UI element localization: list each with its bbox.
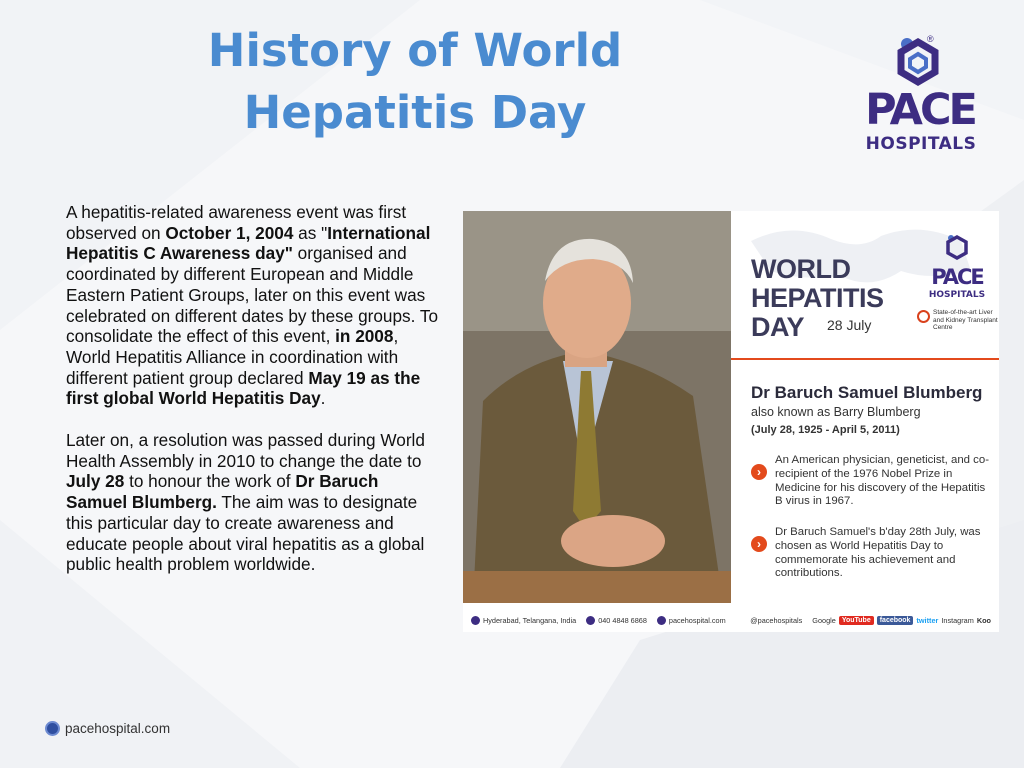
pace-logo-icon <box>915 233 999 265</box>
person-aka: also known as Barry Blumberg <box>751 405 921 419</box>
point-2-text: Dr Baruch Samuel's b'day 28th July, was chosen as World Hepatitis Day to commemorate his achievement and contributions. <box>775 526 981 580</box>
text-run: to honour the work of <box>124 471 296 492</box>
koo-badge: Koo <box>976 616 991 625</box>
text-run: organised and coordinated by different European and Middle Eastern Patient Groups, later on this event was celebrated on different dates by these groups. To consolidate the effect of this event, <box>66 243 439 347</box>
heading-line2: HEPATITIS <box>751 283 884 313</box>
google-badge: Google <box>812 616 836 625</box>
text-run: as " <box>293 222 328 243</box>
twitter-badge: twitter <box>916 616 939 625</box>
paragraph-resolution <box>66 430 438 575</box>
person-lifespan: (July 28, 1925 - April 5, 2011) <box>751 424 900 436</box>
instagram-badge: Instagram <box>941 616 974 625</box>
logo-subtitle: HOSPITALS <box>865 134 977 154</box>
poster-date: 28 July <box>827 317 872 333</box>
footer-site-text: pacehospital.com <box>65 721 171 736</box>
badge-text: State-of-the-art Liver and Kidney Transplant Centre <box>933 309 998 331</box>
bold-text: in 2008 <box>335 326 394 347</box>
heading-line3: DAY <box>751 312 805 342</box>
footer-location-text: Hyderabad, Telangana, India <box>483 616 577 625</box>
portrait-illustration <box>463 211 731 603</box>
text-run: , World Hepatitis Alliance in coordination with different patient group declared <box>66 326 399 388</box>
transplant-badge <box>917 309 999 332</box>
chevron-right-icon: › <box>751 536 767 552</box>
footer-phone <box>586 616 647 625</box>
youtube-badge: YouTube <box>839 616 874 625</box>
poster-point-2 <box>745 526 995 581</box>
globe-icon <box>45 721 60 736</box>
bold-text: May 19 as the first global World Hepatitis Day <box>66 367 421 409</box>
body-text <box>66 202 438 596</box>
chevron-right-icon: › <box>751 464 767 480</box>
footer-web-text: pacehospital.com <box>668 616 726 625</box>
slide-title-line1: History of World <box>207 24 623 77</box>
pace-logo-icon <box>855 32 985 92</box>
footer-site-link[interactable] <box>45 721 170 736</box>
poster-footer <box>463 609 999 632</box>
person-name: Dr Baruch Samuel Blumberg <box>751 383 983 402</box>
location-pin-icon <box>471 616 480 625</box>
bold-text: October 1, 2004 <box>165 222 294 243</box>
bold-text: July 28 <box>66 471 125 492</box>
footer-web <box>657 616 726 625</box>
globe-icon <box>657 616 666 625</box>
blumberg-photo <box>463 211 731 603</box>
poster-point-1 <box>745 454 995 509</box>
point-1-text: An American physician, geneticist, and co-recipient of the 1976 Nobel Prize in Medicine for his discovery of the Hepatitis B virus in 1967. <box>775 454 990 508</box>
paragraph-origin <box>66 202 438 409</box>
poster-pace-logo <box>915 233 999 343</box>
text-run: A hepatitis-related awareness event was first observed on <box>66 202 407 243</box>
phone-icon <box>586 616 595 625</box>
facebook-badge: facebook <box>877 616 914 625</box>
logo-name: PACE <box>865 85 975 135</box>
bold-text: International Hepatitis C Awareness day" <box>66 222 431 264</box>
text-run: Later on, a resolution was passed during World Health Assembly in 2010 to change the date to <box>66 430 425 471</box>
registered-mark: ® <box>927 34 934 44</box>
pace-hospitals-logo <box>855 32 985 160</box>
poster-info-panel <box>731 211 999 603</box>
bold-text: Dr Baruch Samuel Blumberg. <box>66 471 379 513</box>
slide-title-line2: Hepatitis Day <box>243 86 587 139</box>
poster-logo-name: PACE <box>931 265 983 289</box>
divider <box>731 358 999 360</box>
poster-logo-subtitle: HOSPITALS <box>928 290 986 300</box>
poster-image <box>463 211 999 632</box>
footer-handle: @pacehospitals <box>750 616 803 625</box>
heading-line1: WORLD <box>751 254 851 284</box>
slide-title <box>160 20 670 144</box>
text-run: The aim was to designate this particular day to create awareness and educate people about viral hepatitis as a global public health problem worldwide. <box>66 492 425 575</box>
text-run: . <box>320 388 326 409</box>
footer-location <box>471 616 576 625</box>
footer-socials <box>812 616 991 625</box>
footer-phone-text: 040 4848 6868 <box>598 616 647 625</box>
badge-icon <box>917 310 930 323</box>
